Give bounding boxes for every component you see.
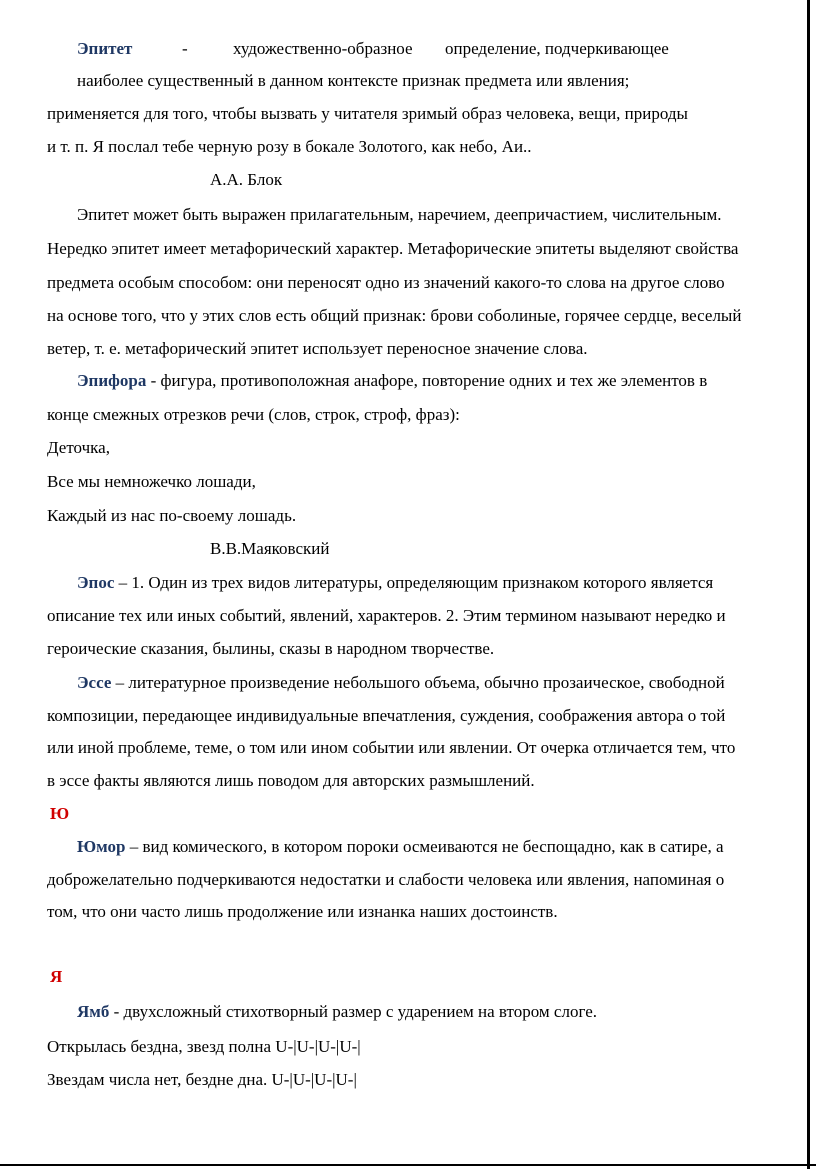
epos-line-2: описание тех или иных событий, явлений, характеров. 2. Этим термином называют нередко и [47,606,726,625]
humor-line-1-text: – вид комического, в котором пороки осмеиваются не беспощадно, как в сатире, а [125,837,724,856]
epithet-line-3: применяется для того, чтобы вызвать у читателя зримый образ человека, вещи, природы [47,104,688,123]
epithet-p2-line-3: предмета особым способом: они переносят одно из значений какого-то слова на другое слово [47,273,725,292]
epithet-line-2: наиболее существенный в данном контексте признак предмета или явления; [77,71,630,90]
term-essay: Эссе [77,673,112,692]
essay-line-3: или иной проблеме, теме, о том или ином событии или явлении. От очерка отличается тем, что [47,738,736,757]
page-border-right [807,0,810,1169]
epiphora-line-1-text: - фигура, противоположная анафоре, повторение одних и тех же элементов в [146,371,708,390]
essay-line-1 [77,672,725,694]
epos-line-1-text: – 1. Один из трех видов литературы, определяющим признаком которого является [114,573,714,592]
epos-line-3: героические сказания, былины, сказы в народном творчестве. [47,639,495,658]
term-epos: Эпос [77,573,115,592]
epos-line-1 [77,572,713,594]
iamb-line-1 [77,1001,597,1023]
essay-line-1-text: – литературное произведение небольшого объема, обычно прозаическое, свободной [111,673,725,692]
epiphora-line-2: конце смежных отрезков речи (слов, строк, строф, фраз): [47,405,460,424]
epithet-line-1 [77,38,132,60]
section-letter-ya: Я [50,967,63,986]
page-border-bottom [0,1164,816,1166]
epithet-p2-line-5: ветер, т. е. метафорический эпитет использует переносное значение слова. [47,339,588,358]
epiphora-line-1 [77,370,707,392]
term-epiphora: Эпифора [77,371,147,390]
epiphora-author: В.В.Маяковский [210,539,330,558]
iamb-example-line-2: Звездам числа нет, бездне дна. U-|U-|U-|U-| [47,1070,357,1089]
epithet-line-1-a: художественно-образное [233,39,413,58]
epithet-line-4: и т. п. Я послал тебе черную розу в бокале Золотого, как небо, Аи.. [47,137,532,156]
term-iamb: Ямб [77,1002,110,1021]
epithet-line-1-b: определение, подчеркивающее [445,39,669,58]
essay-line-2: композиции, передающее индивидуальные впечатления, суждения, соображения автора о той [47,706,726,725]
essay-line-4: в эссе факты являются лишь поводом для авторских размышлений. [47,771,535,790]
iamb-example-line-1: Открылась бездна, звезд полна U-|U-|U-|U-| [47,1037,361,1056]
verse-line-3: Каждый из нас по-своему лошадь. [47,506,297,525]
epithet-p2-line-1: Эпитет может быть выражен прилагательным, наречием, деепричастием, числительным. [77,205,722,224]
humor-line-1 [77,836,724,858]
term-humor: Юмор [77,837,126,856]
section-letter-yu: Ю [50,804,70,823]
humor-line-2: доброжелательно подчеркиваются недостатки и слабости человека или явления, напоминая о [47,870,725,889]
verse-line-2: Все мы немножечко лошади, [47,472,256,491]
iamb-line-1-text: - двухсложный стихотворный размер с ударением на втором слоге. [109,1002,597,1021]
verse-line-1: Деточка, [47,438,110,457]
epithet-dash: - [182,39,188,58]
humor-line-3: том, что они часто лишь продолжение или изнанка наших достоинств. [47,902,558,921]
epithet-author: А.А. Блок [210,170,283,189]
epithet-p2-line-2: Нередко эпитет имеет метафорический характер. Метафорические эпитеты выделяют свойства [47,239,739,258]
epithet-p2-line-4: на основе того, что у этих слов есть общий признак: брови соболиные, горячее сердце, веселый [47,306,742,325]
term-epithet: Эпитет [77,39,133,58]
